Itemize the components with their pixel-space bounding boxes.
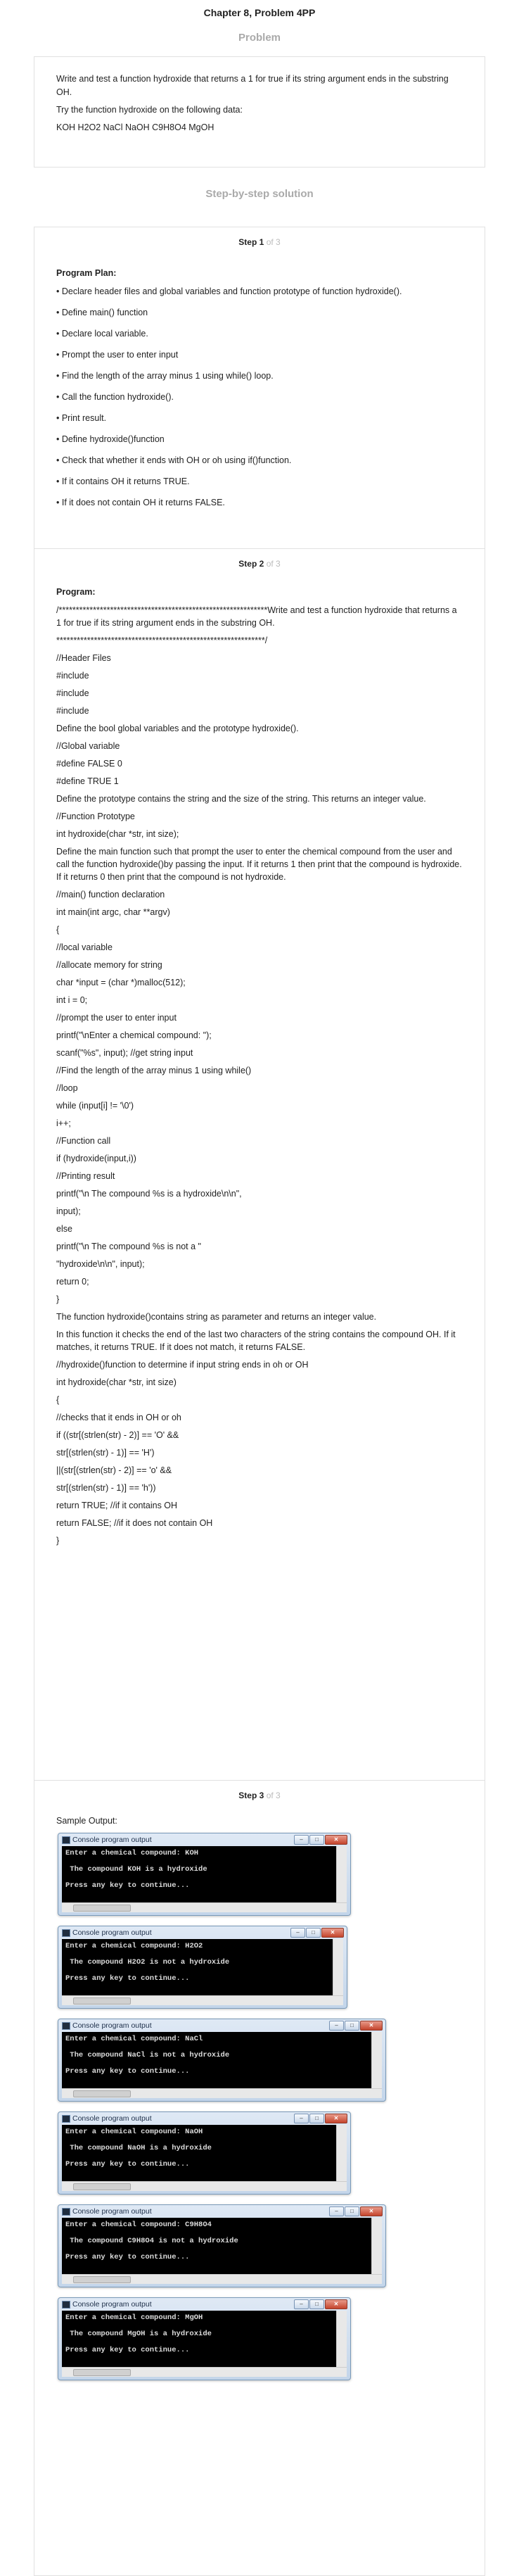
console-app-icon bbox=[62, 1836, 70, 1844]
console-vertical-scrollbar[interactable] bbox=[336, 1846, 347, 1902]
console-prompt-line bbox=[65, 2221, 371, 2237]
console-result-line: The compound MgOH is a hydroxide bbox=[65, 2330, 212, 2338]
console-prompt: Enter a chemical compound: bbox=[65, 2128, 186, 2136]
close-icon[interactable]: ✕ bbox=[360, 2206, 383, 2216]
code-line: Define the bool global variables and the prototype hydroxide(). bbox=[56, 724, 299, 733]
console-screen bbox=[62, 2218, 371, 2274]
code-line: printf("\n The compound %s is not a " bbox=[56, 1242, 201, 1251]
step-of-total: of 3 bbox=[266, 559, 281, 569]
console-app-icon bbox=[62, 2208, 70, 2216]
console-compound-input: H2O2 bbox=[185, 1942, 203, 1950]
code-line: /*************************************************************Write and test a function hydroxide that returns a 1 for true if its string argument ends in the substring OH. bbox=[56, 605, 457, 628]
console-prompt: Enter a chemical compound: bbox=[65, 2035, 186, 2043]
code-line: #define FALSE 0 bbox=[56, 759, 122, 769]
scrollbar-thumb[interactable] bbox=[73, 2276, 131, 2283]
code-line: //checks that it ends in OH or oh bbox=[56, 1413, 181, 1422]
console-result-line: The compound KOH is a hydroxide bbox=[65, 1865, 207, 1874]
code-line: ||(str[(strlen(str) - 2)] == 'o' && bbox=[56, 1465, 172, 1475]
console-horizontal-scrollbar[interactable] bbox=[62, 2367, 347, 2377]
code-line: return 0; bbox=[56, 1277, 89, 1287]
console-horizontal-scrollbar[interactable] bbox=[62, 1995, 343, 2005]
scrollbar-thumb[interactable] bbox=[73, 2090, 131, 2097]
maximize-icon[interactable]: □ bbox=[345, 2206, 359, 2216]
code-line: int main(int argc, char **argv) bbox=[56, 907, 170, 917]
console-window-title: Console program output bbox=[72, 2021, 152, 2030]
code-line: return FALSE; //if it does not contain OH bbox=[56, 1518, 213, 1528]
console-compound-input: KOH bbox=[185, 1849, 199, 1857]
maximize-icon[interactable]: □ bbox=[309, 1835, 324, 1845]
code-line: char *input = (char *)malloc(512); bbox=[56, 978, 186, 987]
code-line: str[(strlen(str) - 1)] == 'h')) bbox=[56, 1483, 156, 1493]
chapter-title: Chapter 8, Problem 4PP bbox=[203, 7, 316, 18]
code-line: } bbox=[56, 1294, 60, 1304]
console-titlebar[interactable] bbox=[58, 1833, 350, 1846]
step-number: 2 bbox=[259, 559, 264, 569]
close-icon[interactable]: ✕ bbox=[360, 2021, 383, 2031]
console-titlebar[interactable] bbox=[58, 1926, 347, 1939]
console-compound-input: NaCl bbox=[185, 2035, 203, 2043]
console-window bbox=[58, 2204, 386, 2287]
minimize-icon[interactable]: – bbox=[290, 1928, 305, 1938]
code-line: input); bbox=[56, 1206, 81, 1216]
code-line: { bbox=[56, 1395, 60, 1405]
console-screen bbox=[62, 2311, 336, 2367]
code-line: //Find the length of the array minus 1 using while() bbox=[56, 1066, 252, 1075]
code-line: //Header Files bbox=[56, 653, 111, 663]
step-word: Step bbox=[238, 1791, 257, 1800]
step-1 bbox=[34, 227, 485, 549]
code-line: printf("\n The compound %s is a hydroxide\n\n", bbox=[56, 1189, 242, 1199]
problem-statement: Write and test a function hydroxide that returns a 1 for true if its string argument ends in the substring OH. bbox=[56, 74, 449, 97]
maximize-icon[interactable]: □ bbox=[345, 2021, 359, 2031]
code-line: int hydroxide(char *str, int size) bbox=[56, 1377, 177, 1387]
problem-box bbox=[34, 56, 485, 168]
code-line: while (input[i] != '\0') bbox=[56, 1101, 134, 1111]
console-app-icon bbox=[62, 2022, 70, 2030]
console-window-title: Console program output bbox=[72, 2114, 152, 2123]
step-number: 1 bbox=[259, 237, 264, 247]
close-icon[interactable]: ✕ bbox=[325, 2114, 347, 2123]
console-window bbox=[58, 1833, 351, 1916]
code-line: //main() function declaration bbox=[56, 890, 165, 899]
plan-item: • Prompt the user to enter input bbox=[56, 350, 179, 360]
step-3 bbox=[34, 1781, 485, 2576]
code-line: } bbox=[56, 1536, 60, 1546]
code-line: //prompt the user to enter input bbox=[56, 1013, 177, 1023]
console-compound-input: C9H8O4 bbox=[185, 2221, 212, 2229]
console-screen bbox=[62, 1939, 333, 1995]
program-plan-label: Program Plan: bbox=[56, 268, 117, 278]
scrollbar-thumb[interactable] bbox=[73, 1997, 131, 2004]
code-line: //Function Prototype bbox=[56, 812, 135, 821]
console-window-title: Console program output bbox=[72, 1836, 152, 1844]
code-line: The function hydroxide()contains string as parameter and returns an integer value. bbox=[56, 1312, 377, 1322]
console-continue-line: Press any key to continue... bbox=[65, 2253, 190, 2261]
console-continue-line: Press any key to continue... bbox=[65, 1974, 190, 1983]
step-of-total: of 3 bbox=[266, 237, 281, 247]
problem-instruction: Try the function hydroxide on the following data: bbox=[56, 105, 243, 115]
code-line: Define the prototype contains the string and the size of the string. This returns an integer value. bbox=[56, 794, 426, 804]
plan-item: • Define main() function bbox=[56, 308, 148, 317]
program-label: Program: bbox=[56, 587, 96, 597]
code-line: int i = 0; bbox=[56, 995, 88, 1005]
plan-item: • Print result. bbox=[56, 413, 107, 423]
code-line: *************************************************************/ bbox=[56, 636, 268, 645]
window-controls bbox=[294, 1835, 347, 1845]
console-titlebar[interactable] bbox=[58, 2205, 385, 2218]
console-app-icon bbox=[62, 2301, 70, 2309]
code-line: #define TRUE 1 bbox=[56, 776, 119, 786]
code-line: //allocate memory for string bbox=[56, 960, 162, 970]
console-vertical-scrollbar[interactable] bbox=[371, 2032, 382, 2088]
code-line: //local variable bbox=[56, 942, 113, 952]
console-app-icon bbox=[62, 2115, 70, 2123]
code-line: scanf("%s", input); //get string input bbox=[56, 1048, 193, 1058]
code-line: #include bbox=[56, 688, 89, 698]
console-compound-input: MgOH bbox=[185, 2313, 203, 2322]
code-line: In this function it checks the end of the last two characters of the string contains the compound OH. If it matches, it returns TRUE. If it does not match, it returns FALSE. bbox=[56, 1330, 456, 1352]
code-line: //Function call bbox=[56, 1136, 111, 1146]
step-word: Step bbox=[238, 559, 257, 569]
console-prompt-line bbox=[65, 2128, 336, 2144]
close-icon[interactable]: ✕ bbox=[325, 1835, 347, 1845]
step-word: Step bbox=[238, 237, 257, 247]
plan-item: • If it does not contain OH it returns FALSE. bbox=[56, 498, 225, 507]
sample-output-label: Sample Output: bbox=[56, 1816, 117, 1826]
code-line: str[(strlen(str) - 1)] == 'H') bbox=[56, 1448, 155, 1458]
code-line: #include bbox=[56, 671, 89, 681]
close-icon[interactable]: ✕ bbox=[321, 1928, 344, 1938]
code-line: //loop bbox=[56, 1083, 78, 1093]
console-window bbox=[58, 2019, 386, 2102]
console-vertical-scrollbar[interactable] bbox=[336, 2311, 347, 2367]
plan-item: • Find the length of the array minus 1 using while() loop. bbox=[56, 371, 274, 381]
close-icon[interactable]: ✕ bbox=[325, 2299, 347, 2309]
maximize-icon[interactable]: □ bbox=[309, 2299, 324, 2309]
code-line: #include bbox=[56, 706, 89, 716]
console-continue-line: Press any key to continue... bbox=[65, 2346, 190, 2354]
console-horizontal-scrollbar[interactable] bbox=[62, 2181, 347, 2191]
code-line: i++; bbox=[56, 1118, 71, 1128]
console-app-icon bbox=[62, 1929, 70, 1937]
console-screen bbox=[62, 1846, 336, 1902]
program-code bbox=[56, 604, 463, 1547]
console-window-title: Console program output bbox=[72, 2300, 152, 2309]
plan-item: • Call the function hydroxide(). bbox=[56, 392, 174, 402]
minimize-icon[interactable]: – bbox=[329, 2021, 344, 2031]
problem-heading: Problem bbox=[238, 32, 281, 44]
minimize-icon[interactable]: – bbox=[294, 1835, 309, 1845]
scrollbar-thumb[interactable] bbox=[73, 2183, 131, 2190]
console-screen bbox=[62, 2125, 336, 2181]
code-line: { bbox=[56, 925, 60, 935]
console-vertical-scrollbar[interactable] bbox=[333, 1939, 343, 1995]
console-continue-line: Press any key to continue... bbox=[65, 2160, 190, 2168]
solution-heading: Step-by-step solution bbox=[205, 188, 314, 200]
scrollbar-thumb[interactable] bbox=[73, 2369, 131, 2376]
plan-item: • Check that whether it ends with OH or oh using if()function. bbox=[56, 455, 292, 465]
console-horizontal-scrollbar[interactable] bbox=[62, 2088, 382, 2098]
code-line: //Printing result bbox=[56, 1171, 115, 1181]
console-continue-line: Press any key to continue... bbox=[65, 1881, 190, 1890]
minimize-icon[interactable]: – bbox=[294, 2114, 309, 2123]
console-window bbox=[58, 2111, 351, 2195]
console-result-line: The compound NaCl is not a hydroxide bbox=[65, 2051, 230, 2059]
maximize-icon[interactable]: □ bbox=[306, 1928, 321, 1938]
window-controls bbox=[294, 2114, 347, 2123]
code-line: //Global variable bbox=[56, 741, 120, 751]
console-prompt-line bbox=[65, 1849, 336, 1865]
window-controls bbox=[329, 2206, 383, 2216]
console-horizontal-scrollbar[interactable] bbox=[62, 2274, 382, 2284]
console-titlebar[interactable] bbox=[58, 2019, 385, 2032]
plan-item: • Declare header files and global variables and function prototype of function hydroxide(). bbox=[56, 286, 402, 296]
code-line: //hydroxide()function to determine if input string ends in oh or OH bbox=[56, 1360, 309, 1370]
console-titlebar[interactable] bbox=[58, 2298, 350, 2311]
code-line: int hydroxide(char *str, int size); bbox=[56, 829, 179, 839]
console-prompt: Enter a chemical compound: bbox=[65, 2221, 186, 2229]
console-horizontal-scrollbar[interactable] bbox=[62, 1902, 347, 1912]
console-prompt-line bbox=[65, 1942, 333, 1958]
code-line: Define the main function such that prompt the user to enter the chemical compound from the user and call the function hydroxide()by passing the input. If it returns 1 then print that the compound is hydroxide. If it returns 0 then print that the compound is not hydroxide. bbox=[56, 847, 462, 882]
scrollbar-thumb[interactable] bbox=[73, 1905, 131, 1912]
console-prompt-line bbox=[65, 2313, 336, 2330]
sample-output-consoles bbox=[56, 1833, 463, 2380]
code-line: else bbox=[56, 1224, 72, 1234]
minimize-icon[interactable]: – bbox=[329, 2206, 344, 2216]
console-vertical-scrollbar[interactable] bbox=[371, 2218, 382, 2274]
console-prompt: Enter a chemical compound: bbox=[65, 1942, 186, 1950]
code-line: if (hydroxide(input,i)) bbox=[56, 1154, 136, 1163]
window-controls bbox=[294, 2299, 347, 2309]
console-window bbox=[58, 1926, 347, 2009]
console-continue-line: Press any key to continue... bbox=[65, 2067, 190, 2076]
step-3-header bbox=[56, 1781, 463, 1805]
console-compound-input: NaOH bbox=[185, 2128, 203, 2136]
code-line: printf("\nEnter a chemical compound: "); bbox=[56, 1030, 212, 1040]
console-window bbox=[58, 2297, 351, 2380]
step-1-header bbox=[56, 227, 463, 251]
code-line: if ((str[(strlen(str) - 2)] == 'O' && bbox=[56, 1430, 179, 1440]
step-2 bbox=[34, 549, 485, 1781]
console-result-line: The compound NaOH is a hydroxide bbox=[65, 2144, 212, 2152]
console-result-line: The compound H2O2 is not a hydroxide bbox=[65, 1958, 230, 1966]
window-controls bbox=[329, 2021, 383, 2031]
maximize-icon[interactable]: □ bbox=[309, 2114, 324, 2123]
step-of-total: of 3 bbox=[266, 1791, 281, 1800]
steps-container bbox=[34, 227, 485, 2576]
console-window-title: Console program output bbox=[72, 1928, 152, 1937]
program-plan-list bbox=[56, 285, 463, 509]
console-vertical-scrollbar[interactable] bbox=[336, 2125, 347, 2181]
plan-item: • Declare local variable. bbox=[56, 329, 148, 339]
console-titlebar[interactable] bbox=[58, 2112, 350, 2125]
plan-item: • If it contains OH it returns TRUE. bbox=[56, 476, 190, 486]
minimize-icon[interactable]: – bbox=[294, 2299, 309, 2309]
console-prompt: Enter a chemical compound: bbox=[65, 1849, 186, 1857]
console-screen bbox=[62, 2032, 371, 2088]
step-number: 3 bbox=[259, 1791, 264, 1800]
console-window-title: Console program output bbox=[72, 2207, 152, 2216]
console-result-line: The compound C9H8O4 is not a hydroxide bbox=[65, 2237, 238, 2245]
window-controls bbox=[290, 1928, 344, 1938]
console-prompt-line bbox=[65, 2035, 371, 2051]
problem-data: KOH H2O2 NaCl NaOH C9H8O4 MgOH bbox=[56, 122, 214, 132]
code-line: "hydroxide\n\n", input); bbox=[56, 1259, 145, 1269]
console-prompt: Enter a chemical compound: bbox=[65, 2313, 186, 2322]
code-line: return TRUE; //if it contains OH bbox=[56, 1501, 178, 1510]
step-2-header bbox=[56, 549, 463, 573]
plan-item: • Define hydroxide()function bbox=[56, 434, 165, 444]
